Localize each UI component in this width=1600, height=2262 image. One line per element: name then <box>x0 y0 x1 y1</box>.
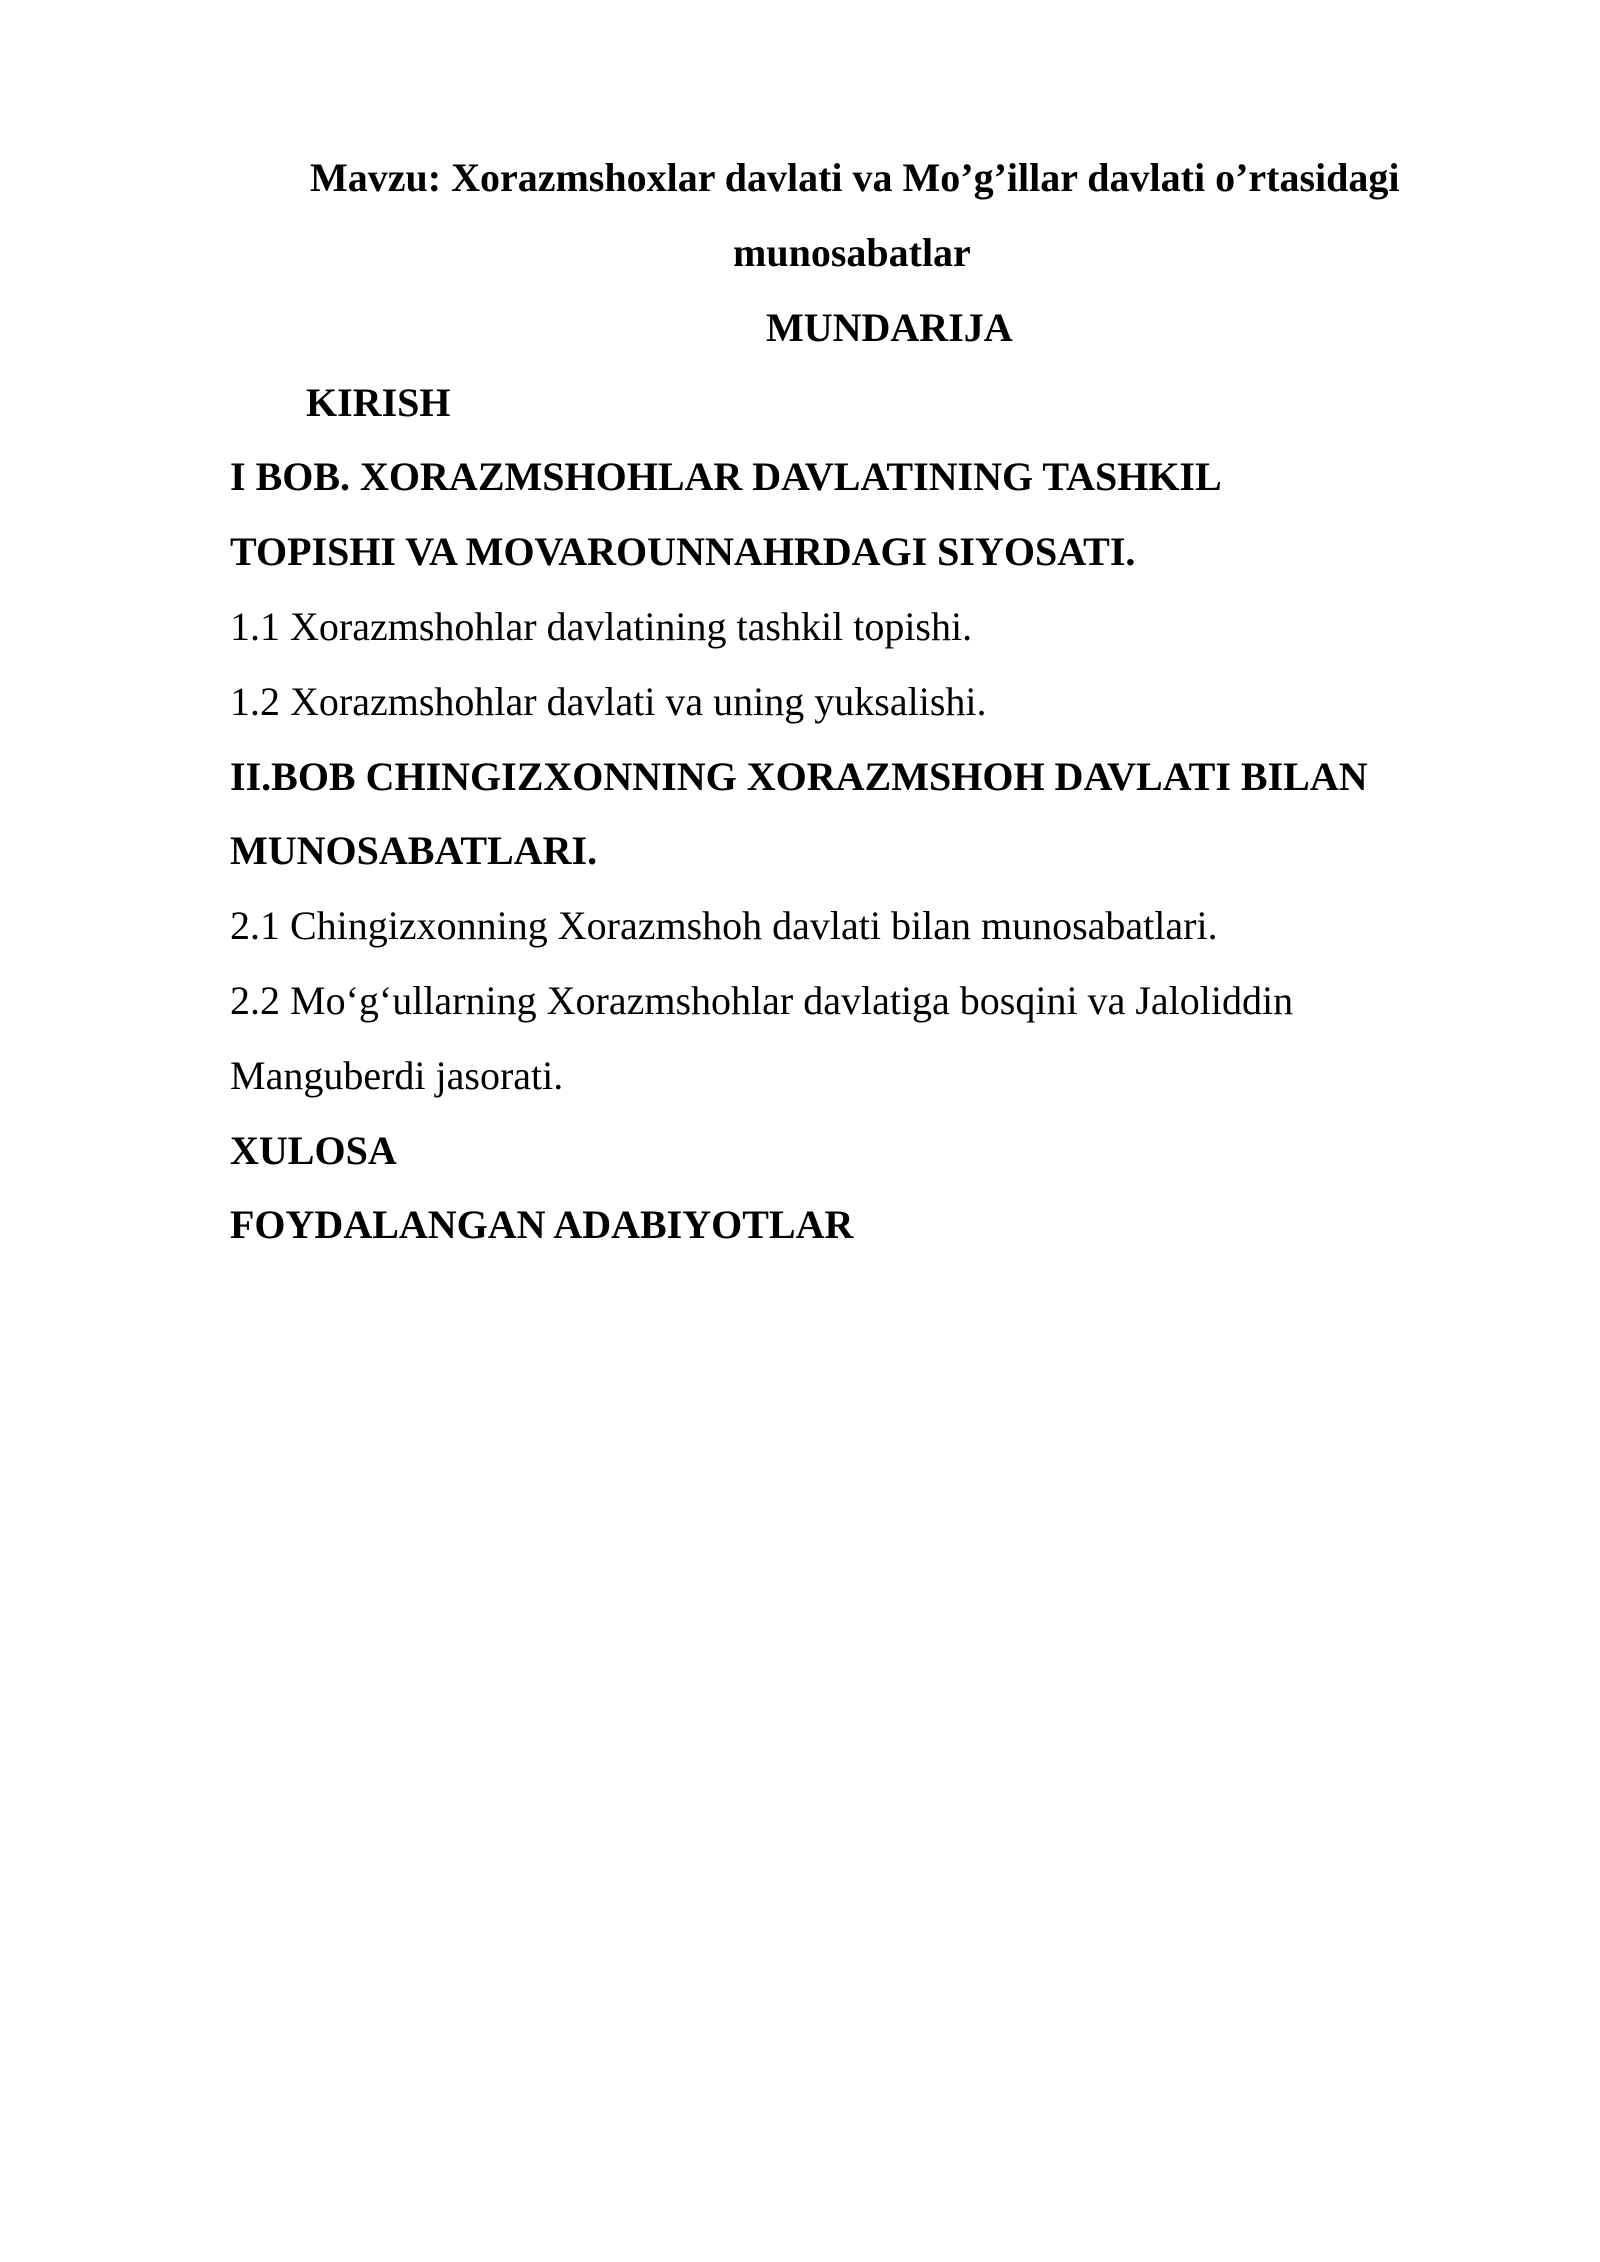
toc-chapter1-line1: I BOB. XORAZMSHOHLAR DAVLATINING TASHKIL <box>230 454 1222 499</box>
toc-chapter1-line2: TOPISHI VA MOVAROUNNAHRDAGI SIYOSATI. <box>230 529 1136 574</box>
toc-section-2-2-line2: Manguberdi jasorati. <box>230 1053 564 1098</box>
toc-section-2-1: 2.1 Chingizxonning Xorazmshoh davlati bilan munosabatlari. <box>230 903 1218 948</box>
toc-chapter2-line1: II.BOB CHINGIZXONNING XORAZMSHOH DAVLATI BILAN <box>230 754 1368 799</box>
title-line-1: Mavzu: Xorazmshoxlar davlati va Mo’g’illar davlati o’rtasidagi <box>310 155 1400 200</box>
toc-conclusion: XULOSA <box>230 1128 397 1173</box>
toc-section-2-2-line1: 2.2 Mo‘g‘ullarning Xorazmshohlar davlatiga bosqini va Jaloliddin <box>230 978 1294 1023</box>
toc-heading: MUNDARIJA <box>766 305 1013 350</box>
toc-intro: KIRISH <box>306 380 451 425</box>
toc-chapter2-line2: MUNOSABATLARI. <box>230 828 598 873</box>
toc-section-1-1: 1.1 Xorazmshohlar davlatining tashkil topishi. <box>230 604 973 649</box>
toc-references: FOYDALANGAN ADABIYOTLAR <box>230 1202 854 1247</box>
toc-section-1-2: 1.2 Xorazmshohlar davlati va uning yuksalishi. <box>230 679 987 724</box>
title-line-2: munosabatlar <box>733 230 971 275</box>
